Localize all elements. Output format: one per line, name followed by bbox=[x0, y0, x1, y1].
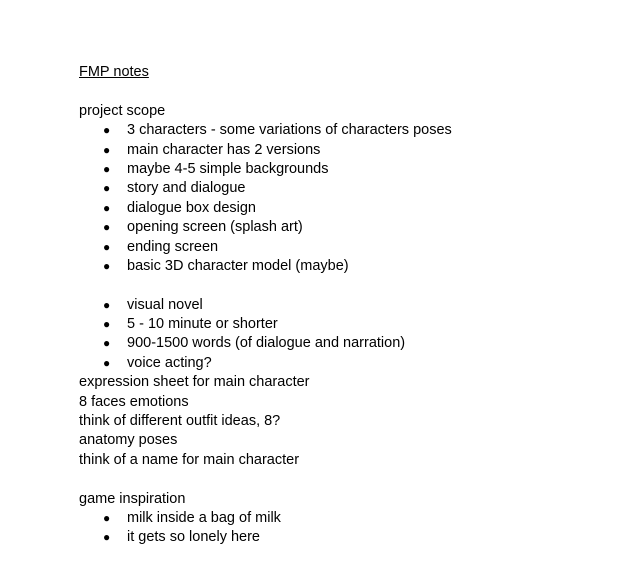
list-item bbox=[79, 141, 599, 160]
bullet-icon: ● bbox=[103, 355, 111, 370]
note-line: 8 faces emotions bbox=[79, 393, 189, 410]
list-item bbox=[79, 238, 599, 257]
bullet-icon: ● bbox=[103, 258, 111, 273]
list-item-text: basic 3D character model (maybe) bbox=[127, 257, 349, 274]
bullet-icon: ● bbox=[103, 123, 111, 138]
list-item bbox=[79, 199, 599, 218]
list-item-text: voice acting? bbox=[127, 354, 212, 371]
list-item-text: it gets so lonely here bbox=[127, 529, 260, 546]
document-page bbox=[79, 63, 599, 548]
list-item bbox=[79, 160, 599, 179]
bullet-icon: ● bbox=[103, 220, 111, 235]
list-item bbox=[79, 218, 599, 237]
note-line: think of different outfit ideas, 8? bbox=[79, 413, 281, 430]
section-heading-game-inspiration: game inspiration bbox=[79, 490, 186, 507]
list-item-text: 3 characters - some variations of characters poses bbox=[127, 122, 452, 139]
list-item-text: dialogue box design bbox=[127, 199, 256, 216]
list-item bbox=[79, 354, 599, 373]
bullet-icon: ● bbox=[103, 181, 111, 196]
bullet-icon: ● bbox=[103, 239, 111, 254]
list-item-text: story and dialogue bbox=[127, 180, 246, 197]
list-item-text: opening screen (splash art) bbox=[127, 219, 303, 236]
blank-line bbox=[79, 470, 599, 489]
bullet-icon: ● bbox=[103, 530, 111, 545]
list-item-text: visual novel bbox=[127, 296, 203, 313]
list-item-text: 900-1500 words (of dialogue and narration) bbox=[127, 335, 406, 352]
game-inspiration-list bbox=[79, 509, 599, 548]
list-item bbox=[79, 528, 599, 547]
list-item-text: main character has 2 versions bbox=[127, 141, 321, 158]
list-item bbox=[79, 296, 599, 315]
bullet-icon: ● bbox=[103, 161, 111, 176]
format-list bbox=[79, 296, 599, 374]
note-line: expression sheet for main character bbox=[79, 374, 310, 391]
note-line: think of a name for main character bbox=[79, 451, 300, 468]
bullet-icon: ● bbox=[103, 317, 111, 332]
list-item bbox=[79, 509, 599, 528]
list-item-text: milk inside a bag of milk bbox=[127, 509, 281, 526]
list-item bbox=[79, 334, 599, 353]
list-item bbox=[79, 121, 599, 140]
section-heading-project-scope: project scope bbox=[79, 102, 166, 119]
list-item bbox=[79, 179, 599, 198]
list-item bbox=[79, 257, 599, 276]
bullet-icon: ● bbox=[103, 142, 111, 157]
blank-line bbox=[79, 82, 599, 101]
note-line: anatomy poses bbox=[79, 432, 178, 449]
list-item-text: ending screen bbox=[127, 238, 219, 255]
blank-line bbox=[79, 276, 599, 295]
bullet-icon: ● bbox=[103, 200, 111, 215]
document-title: FMP notes bbox=[79, 64, 149, 80]
list-item-text: 5 - 10 minute or shorter bbox=[127, 316, 278, 333]
project-scope-list bbox=[79, 121, 599, 276]
list-item-text: maybe 4-5 simple backgrounds bbox=[127, 160, 329, 177]
bullet-icon: ● bbox=[103, 336, 111, 351]
list-item bbox=[79, 315, 599, 334]
bullet-icon: ● bbox=[103, 297, 111, 312]
bullet-icon: ● bbox=[103, 510, 111, 525]
